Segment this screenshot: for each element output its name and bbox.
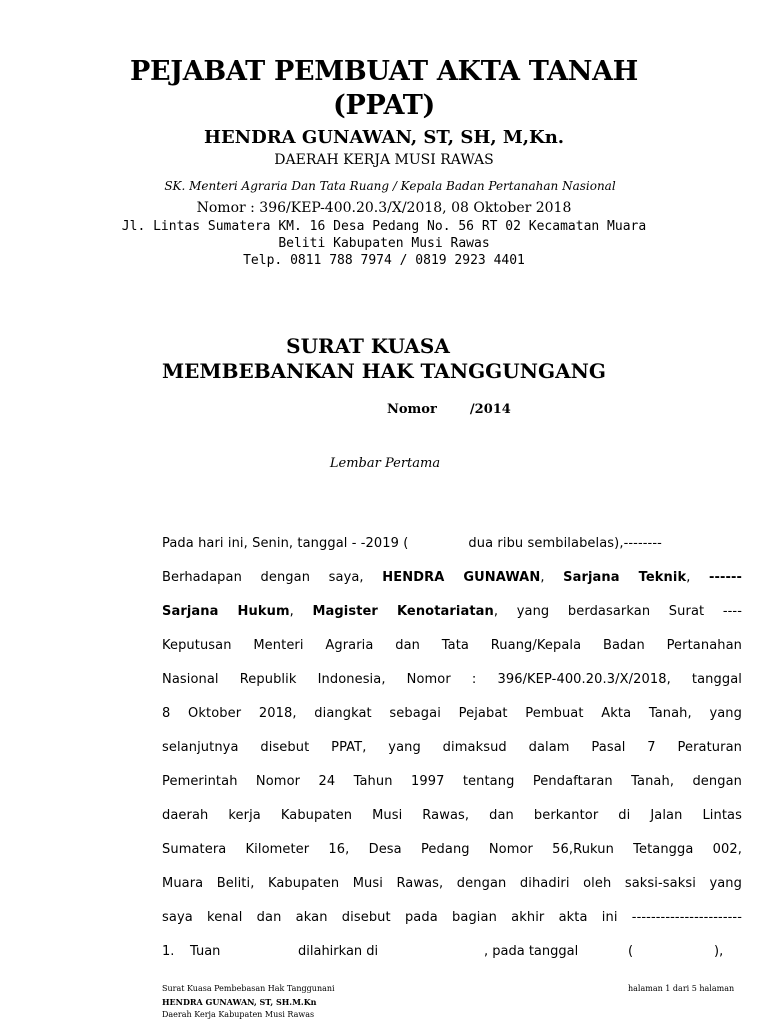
body-text: , — [289, 604, 294, 619]
body-line-11: Muara Beliti, Kabupaten Musi Rawas, dengan dihadiri oleh saksi-saksi yang — [162, 876, 742, 891]
body-line-1-year-words: dua ribu sembilabelas),-------- — [468, 536, 662, 551]
letterhead-sk: SK. Menteri Agraria Dan Tata Ruang / Kepala Badan Pertanahan Nasional — [164, 179, 616, 193]
footer-page-number: halaman 1 dari 5 halaman — [628, 984, 735, 993]
document-title-2: MEMBEBANKAN HAK TANGGUNGANG — [162, 359, 606, 383]
letterhead-phone: Telp. 0811 788 7974 / 0819 2923 4401 — [243, 253, 525, 268]
body-line-10: Sumatera Kilometer 16, Desa Pedang Nomor 56,Rukun Tetangga 002, — [162, 842, 742, 857]
letterhead-area: DAERAH KERJA MUSI RAWAS — [274, 152, 494, 168]
letterhead-title-line2: (PPAT) — [333, 90, 435, 121]
body-line-5: Nasional Republik Indonesia, Nomor : 396/KEP-400.20.3/X/2018, tanggal — [162, 672, 742, 687]
document-title-1: SURAT KUASA — [286, 334, 450, 358]
ppat-name: HENDRA GUNAWAN — [382, 570, 541, 585]
list-item-paren-open: ( — [628, 944, 634, 959]
footer-document-name: Surat Kuasa Pembebasan Hak Tanggunani — [162, 984, 335, 993]
body-text: , yang berdasarkan Surat ---- — [493, 604, 742, 619]
body-line-9: daerah kerja Kabupaten Musi Rawas, dan berkantor di Jalan Lintas — [162, 808, 742, 823]
body-text: Berhadapan dengan saya, — [162, 570, 364, 585]
body-line-6: 8 Oktober 2018, diangkat sebagai Pejabat Pembuat Akta Tanah, yang — [162, 706, 742, 721]
document-number-value: /2014 — [469, 402, 511, 417]
letterhead-sk-number: Nomor : 396/KEP-400.20.3/X/2018, 08 Oktober 2018 — [196, 200, 572, 216]
list-item-paren-close: ), — [714, 944, 724, 959]
degree-notary: Magister Kenotariatan — [312, 604, 494, 619]
list-item-number: 1. — [162, 944, 175, 959]
letterhead-address-line2: Beliti Kabupaten Musi Rawas — [278, 236, 490, 251]
body-line-12: saya kenal dan akan disebut pada bagian akhir akta ini ----------------------- — [162, 910, 742, 925]
document-sheet-label: Lembar Pertama — [329, 456, 441, 471]
letterhead-name: HENDRA GUNAWAN, ST, SH, M,Kn. — [203, 127, 565, 148]
body-line-4: Keputusan Menteri Agraria dan Tata Ruang/Kepala Badan Pertanahan — [162, 638, 742, 653]
degree-engineering: Sarjana Teknik — [563, 570, 687, 585]
footer-ppat-name: HENDRA GUNAWAN, ST, SH.M.Kn — [162, 997, 317, 1007]
list-item-title: Tuan — [190, 944, 221, 959]
footer-work-area: Daerah Kerja Kabupaten Musi Rawas — [162, 1010, 315, 1019]
body-line-1 — [162, 536, 742, 551]
body-line-7: selanjutnya disebut PPAT, yang dimaksud dalam Pasal 7 Peraturan — [162, 740, 742, 755]
body-line-8: Pemerintah Nomor 24 Tahun 1997 tentang Pendaftaran Tanah, dengan — [162, 774, 742, 789]
list-item-birthdate-label: , pada tanggal — [484, 944, 579, 959]
body-line-3 — [162, 604, 742, 619]
body-text: , — [540, 570, 545, 585]
body-line-2 — [162, 570, 742, 585]
body-dashes: ------ — [709, 570, 742, 585]
document-number-label: Nomor — [387, 402, 437, 417]
degree-law: Sarjana Hukum — [162, 604, 290, 619]
document-number — [387, 402, 511, 417]
list-item-birthplace-label: dilahirkan di — [298, 944, 379, 959]
letterhead-title-line1: PEJABAT PEMBUAT AKTA TANAH — [130, 56, 638, 87]
body-text: , — [686, 570, 691, 585]
letterhead-address-line1: Jl. Lintas Sumatera KM. 16 Desa Pedang No. 56 RT 02 Kecamatan Muara — [121, 219, 647, 234]
body-line-1-date: Pada hari ini, Senin, tanggal - -2019 ( — [162, 536, 409, 551]
